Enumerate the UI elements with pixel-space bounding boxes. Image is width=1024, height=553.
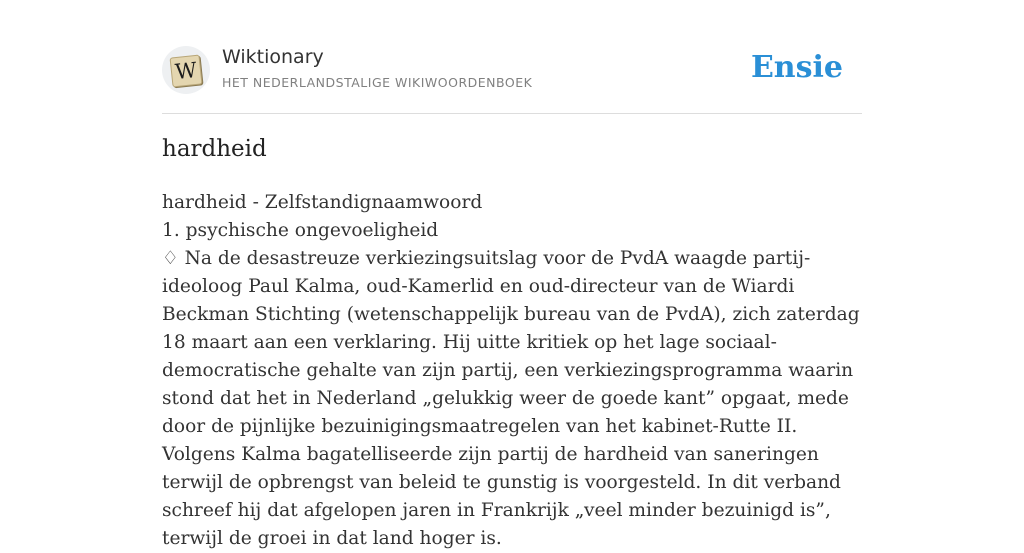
entry-heading: hardheid - Zelfstandignaamwoord [162, 192, 483, 213]
site-subtitle: HET NEDERLANDSTALIGE WIKIWOORDENBOEK [222, 75, 533, 90]
wiktionary-logo-icon[interactable] [162, 46, 210, 94]
entry-definition: 1. psychische ongevoeligheid [162, 220, 439, 241]
page-title: hardheid [162, 136, 267, 162]
site-header [162, 44, 862, 96]
page [162, 0, 862, 549]
site-name[interactable]: Wiktionary [222, 46, 324, 68]
logo-tile: W [170, 55, 203, 88]
entry-example: ♢ Na de desastreuze verkiezingsuitslag voor de PvdA waagde partij-ideoloog Paul Kalma, oud-Kamerlid en oud-directeur van de Wiardi Beckman Stichting (wetenschappelijk bureau van de PvdA), zich zaterdag 18 maart aan een verklaring. Hij uitte kritiek op het lage sociaal-democratische gehalte van zijn partij, een verkiezingsprogramma waarin stond dat het in Nederland „gelukkig weer de goede kant” opgaat, mede door de pijnlijke bezuinigingsmaatregelen van het kabinet-Rutte II. Volgens Kalma bagatelliseerde zijn partij de hardheid van saneringen terwijl de opbrengst van beleid te gunstig is voorgesteld. In dit verband schreef hij dat afgelopen jaren in Frankrijk „veel minder bezuinigd is”, terwijl de groei in dat land hoger is. [162, 248, 860, 549]
entry-content [162, 189, 862, 553]
header-divider [162, 113, 862, 114]
ensie-brand-link[interactable]: Ensie [750, 50, 843, 85]
